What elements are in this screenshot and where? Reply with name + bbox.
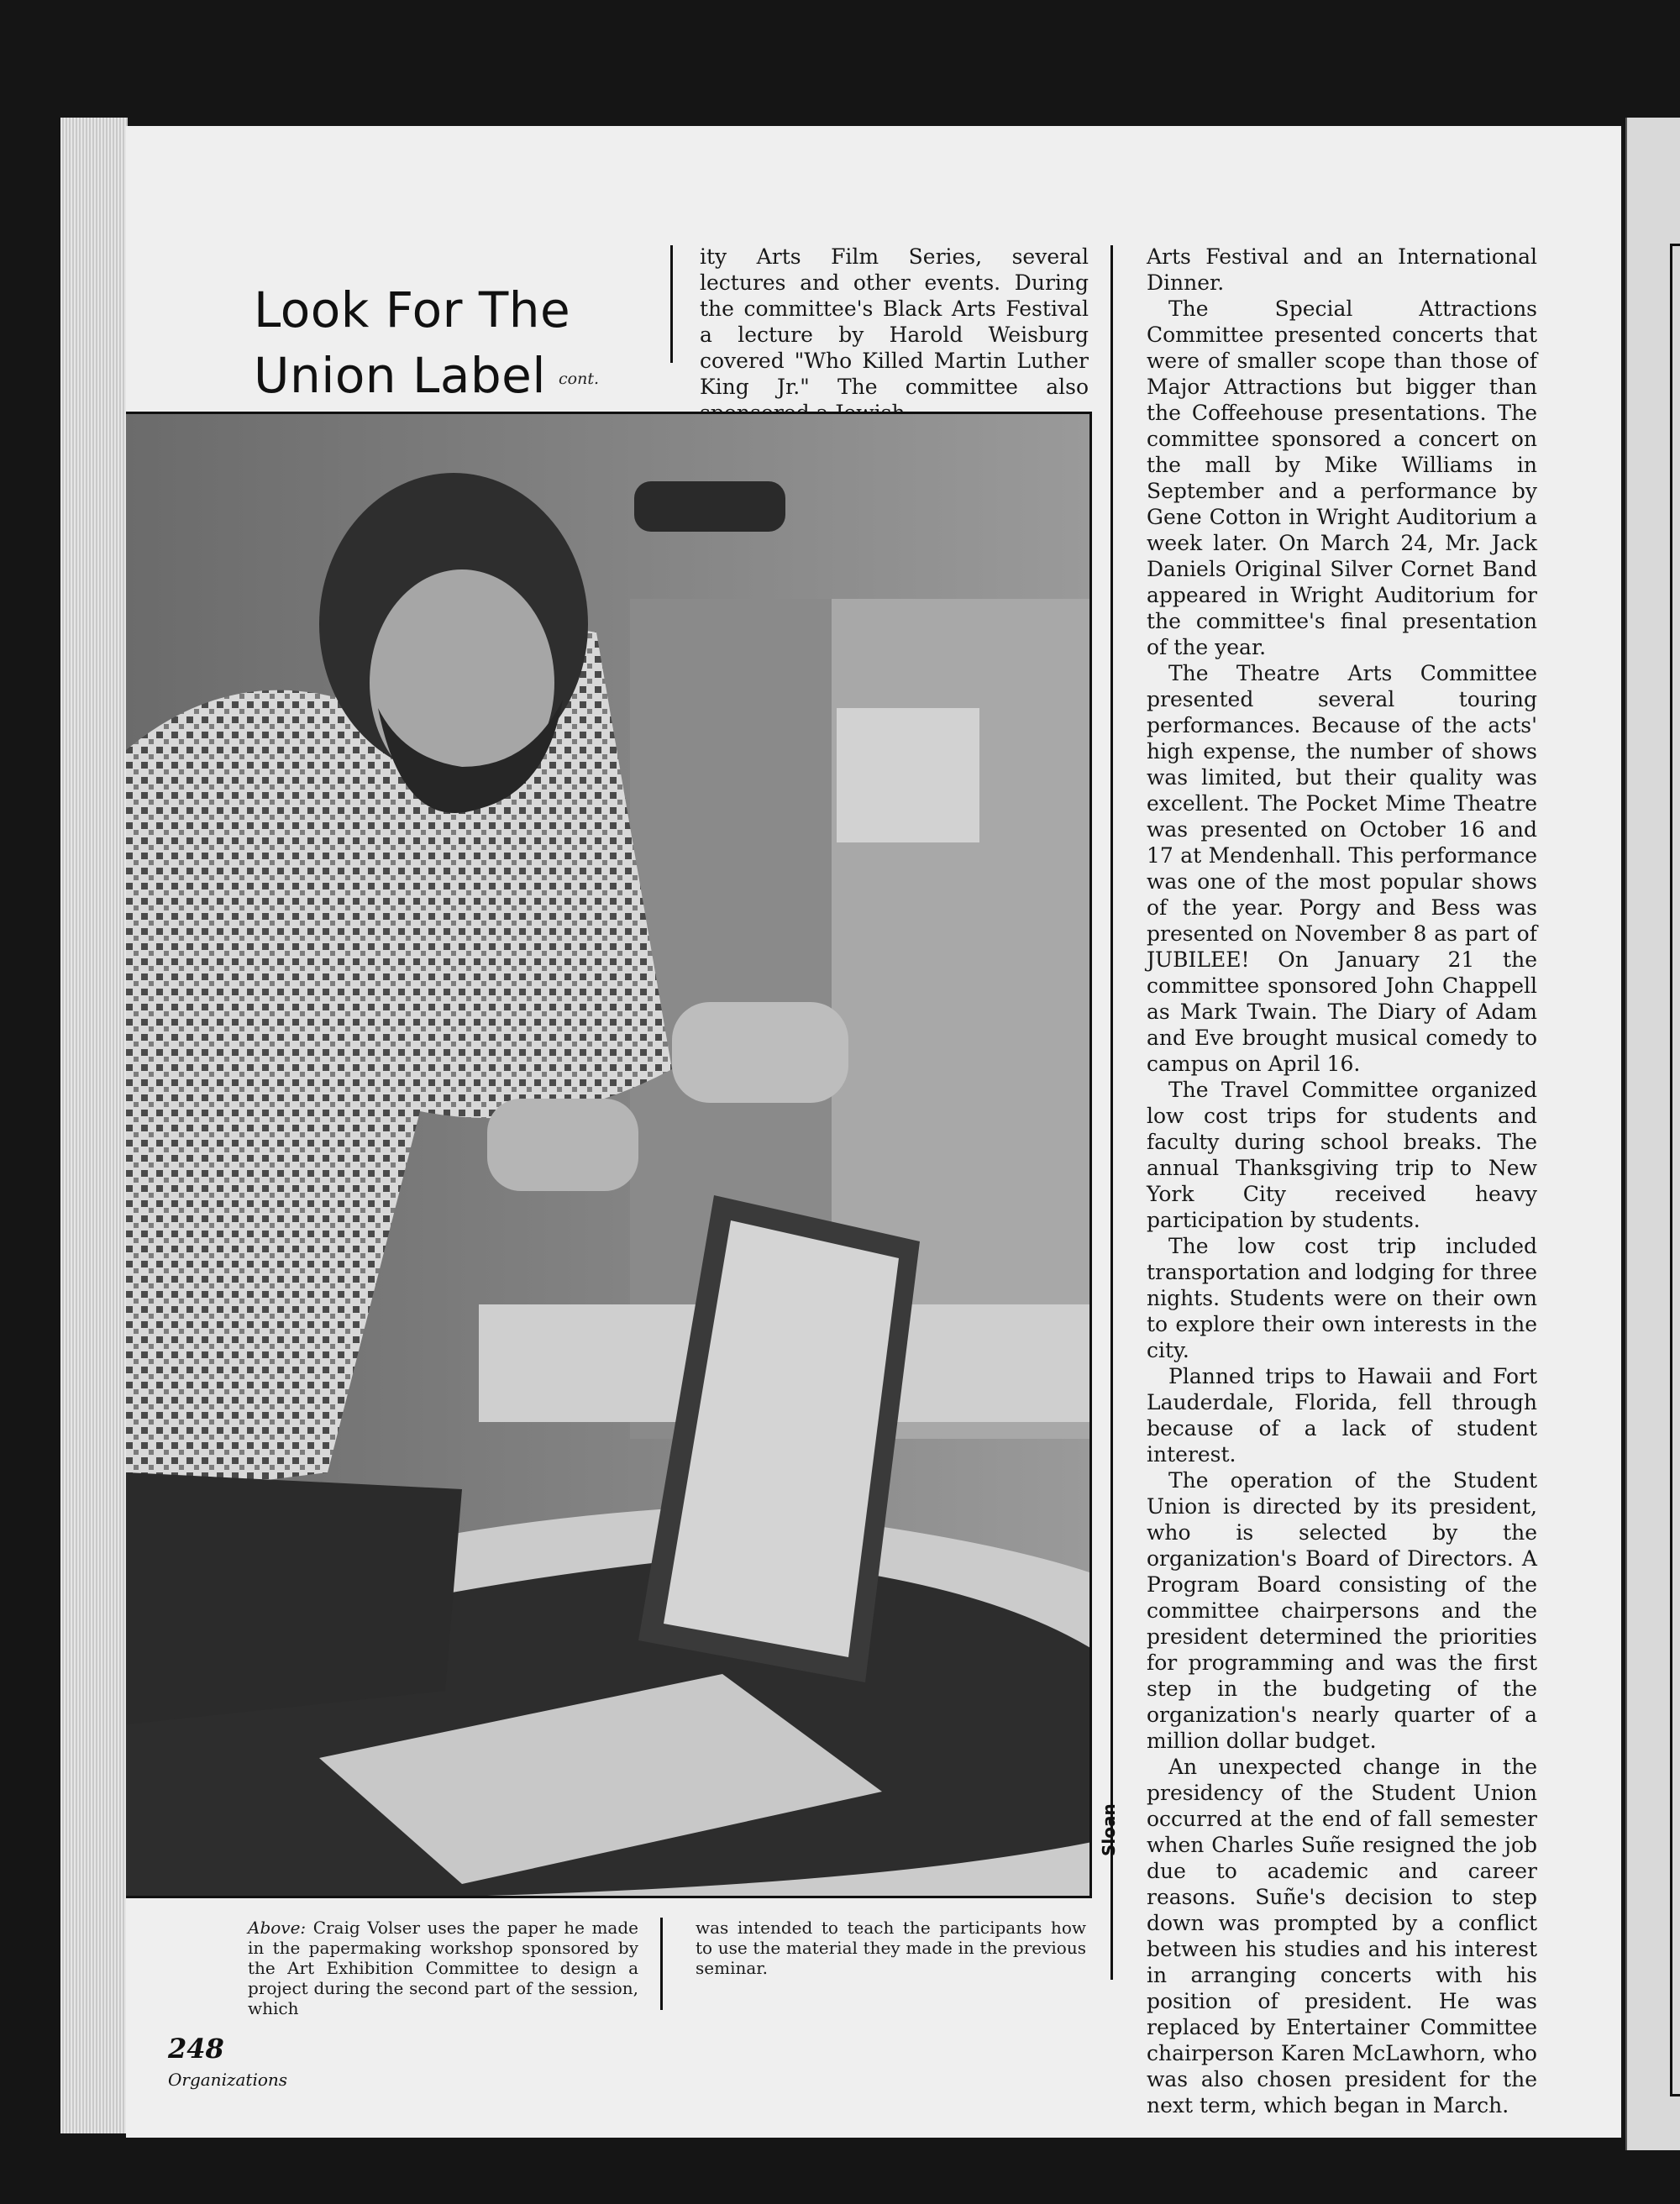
page-number: 248 <box>168 2033 224 2065</box>
photo-papermaking <box>126 412 1092 1898</box>
caption-lead: Above: <box>248 1918 307 1938</box>
column-rule-right <box>1110 245 1113 1980</box>
paragraph: The low cost trip included transportation and lodging for three nights. Students were on their own to explore their own interests in the city. <box>1147 1234 1537 1362</box>
caption-rule <box>660 1918 663 2010</box>
photo-credit: Sloan <box>1099 1803 1119 1856</box>
paragraph: Arts Festival and an International Dinner. <box>1147 244 1537 295</box>
paragraph: ity Arts Film Series, several lectures and other events. During the committee's Black Arts Festival a lecture by Harold Weisburg covered "Who Killed Martin Luther King Jr." The committee also <box>700 244 1089 399</box>
photo-illustration <box>126 414 1092 1898</box>
paragraph: The operation of the Student Union is directed by its president, who is selected by the organization's Board of Directors. A Program Board consisting of the committee chairpersons and the president determined the priorities for programming and was the first step in the budgeting of the organization's nearly quarter of a million dollar budget. <box>1147 1468 1537 1753</box>
title-line-2: Union Label <box>254 347 546 404</box>
photo-caption-part-1 <box>248 1918 638 2018</box>
article-title <box>254 277 590 408</box>
facing-page-rule <box>1670 244 1680 2096</box>
column-2-top-text <box>700 244 1089 426</box>
paragraph: The Travel Committee organized low cost trips for students and faculty during school breaks. The annual Thanksgiving trip to New York City received heavy participation by students. <box>1147 1078 1537 1232</box>
paragraph: Planned trips to Hawaii and Fort Lauderdale, Florida, fell through because of a lack of student interest. <box>1147 1364 1537 1467</box>
paragraph: The Theatre Arts Committee presented several touring performances. Because of the acts' high expense, the number of shows was limited, but their quality was excellent. The Pocket Mime Theatre was presented on October 16 and 17 at Mendenhall. This performance was one of the most popular shows of the year. Porgy and Bess was presented on November 8 as part of JUBILEE! On January 21 the committee sponsored John Chappell as Mark Twain. The Diary of Adam and Eve brought musical comedy to campus on April 16. <box>1147 661 1537 1076</box>
caption-text: Craig Volser uses the paper he made in the papermaking workshop sponsored by the Art Exhibition Committee to design a project during the second part of the session, which <box>248 1918 638 2018</box>
continued-label: cont. <box>559 370 599 388</box>
section-name: Organizations <box>168 2070 288 2090</box>
column-3-text <box>1147 244 1537 2118</box>
title-line-1: Look For The <box>254 281 571 338</box>
photo-caption-part-2: was intended to teach the participants how to use the material they made in the previous seminar. <box>696 1918 1086 1978</box>
paragraph: The Special Attractions Committee presented concerts that were of smaller scope than those of Major Attractions but bigger than the Coffeehouse presentations. The committee sponsored a concert on the mall by Mike Williams in September and a performance by Gene Cotton in Wright Auditorium a week later. On March 24, Mr. Jack Daniels Original Silver Cornet Band appeared in Wright Auditorium for the committee's final presentation of the year. <box>1147 296 1537 659</box>
column-rule-top <box>670 245 673 363</box>
paragraph: An unexpected change in the presidency of the Student Union occurred at the end of fall semester when Charles Suñe resigned the job due to academic and career reasons. Suñe's decision to step down was prompted by a conflict between his studies and his interest in arranging concerts with his position of president. He was replaced by Entertainer Committee chairperson Karen McLawhorn, who was also chosen president for the next term, which began in March. <box>1147 1755 1537 2117</box>
page-stack-edge <box>60 118 128 2133</box>
